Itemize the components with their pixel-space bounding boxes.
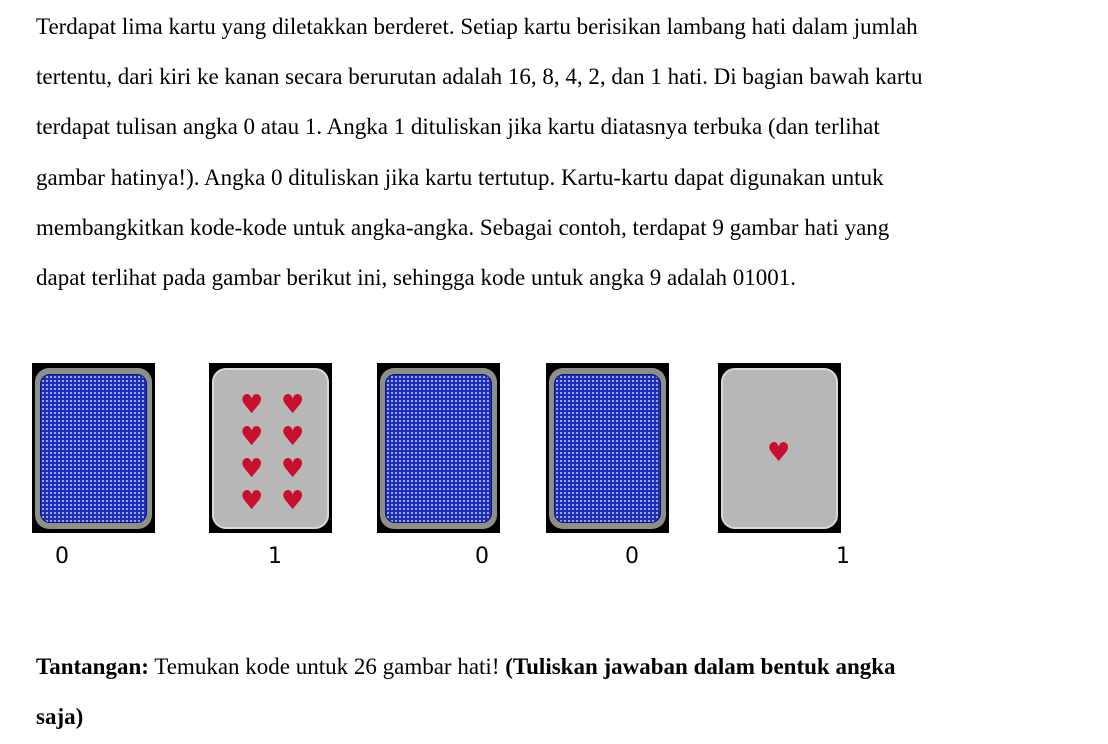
card-back-pattern bbox=[40, 374, 147, 523]
card-16-closed bbox=[32, 363, 155, 533]
card-bit-label: 0 bbox=[625, 544, 639, 569]
card-bit-label: 1 bbox=[268, 544, 282, 569]
intro-line: terdapat tulisan angka 0 atau 1. Angka 1 dituliskan jika kartu diatasnya terbuka (dan terlihat bbox=[36, 114, 880, 140]
heart-icon: ♥ bbox=[240, 422, 264, 452]
intro-paragraph bbox=[36, 2, 1102, 303]
heart-icon: ♥ bbox=[767, 438, 791, 468]
heart-icon: ♥ bbox=[281, 422, 305, 452]
intro-line: gambar hatinya!). Angka 0 dituliskan jika kartu tertutup. Kartu-kartu dapat digunakan untuk bbox=[36, 164, 884, 190]
heart-icon: ♥ bbox=[240, 486, 264, 516]
intro-line: tertentu, dari kiri ke kanan secara berurutan adalah 16, 8, 4, 2, dan 1 hati. Di bagian bawah kartu bbox=[36, 64, 923, 90]
card-face bbox=[549, 368, 666, 529]
card-bit-label: 0 bbox=[475, 544, 489, 569]
card-2-closed bbox=[546, 363, 669, 533]
card-8-open bbox=[209, 363, 332, 533]
intro-line: dapat terlihat pada gambar berikut ini, sehingga kode untuk angka 9 adalah 01001. bbox=[36, 265, 797, 291]
challenge-instruction: (Tuliskan jawaban dalam bentuk angka bbox=[505, 654, 896, 679]
card-back-pattern bbox=[554, 374, 661, 523]
card-bit-label: 0 bbox=[55, 544, 69, 569]
heart-icon: ♥ bbox=[240, 390, 264, 420]
card-face bbox=[212, 368, 329, 529]
challenge-line bbox=[36, 642, 1102, 692]
card-face bbox=[35, 368, 152, 529]
card-back-pattern bbox=[385, 374, 492, 523]
card-face bbox=[380, 368, 497, 529]
challenge-text: Temukan kode untuk 26 gambar hati! bbox=[148, 654, 506, 679]
heart-icon: ♥ bbox=[281, 390, 305, 420]
card-bit-label: 1 bbox=[836, 544, 850, 569]
heart-icon: ♥ bbox=[281, 454, 305, 484]
intro-line: membangkitkan kode-kode untuk angka-angka. Sebagai contoh, terdapat 9 gambar hati yang bbox=[36, 214, 890, 240]
card-1-open bbox=[718, 363, 841, 533]
card-face bbox=[721, 368, 838, 529]
challenge-instruction-cont: saja) bbox=[36, 704, 84, 729]
card-4-closed bbox=[377, 363, 500, 533]
challenge-section bbox=[36, 642, 1102, 742]
challenge-line bbox=[36, 692, 1102, 742]
intro-line: Terdapat lima kartu yang diletakkan berderet. Setiap kartu berisikan lambang hati dalam jumlah bbox=[36, 14, 918, 39]
heart-icon: ♥ bbox=[240, 454, 264, 484]
challenge-label: Tantangan: bbox=[36, 654, 149, 679]
heart-icon: ♥ bbox=[281, 486, 305, 516]
